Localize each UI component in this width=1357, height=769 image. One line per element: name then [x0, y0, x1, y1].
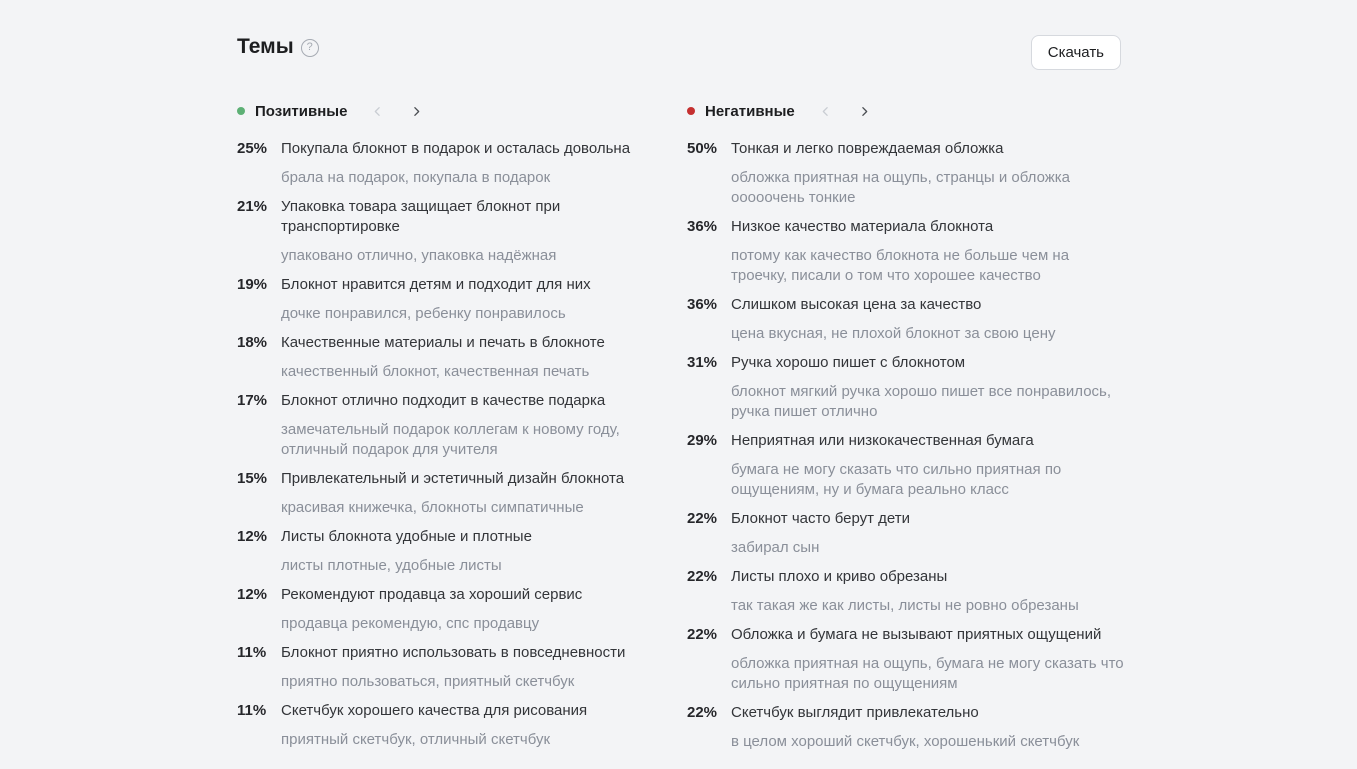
question-circle-icon[interactable]: ?: [301, 39, 319, 57]
topic-percent: 11%: [237, 644, 267, 661]
chevron-right-icon[interactable]: [852, 103, 877, 120]
topic-quote: качественный блокнот, качественная печать: [281, 363, 590, 380]
topic-title: Листы плохо и криво обрезаны: [731, 568, 948, 585]
topic-quote: обложка приятная на ощупь, странцы и обложка ооооочень тонкие: [731, 169, 1071, 206]
topic-quote: приятный скетчбук, отличный скетчбук: [281, 731, 551, 748]
topic-percent: 22%: [687, 568, 718, 585]
topic-percent: 31%: [687, 354, 718, 371]
topic-title: Неприятная или низкокачественная бумага: [731, 432, 1034, 449]
topic-percent: 25%: [237, 140, 268, 157]
topic-percent: 21%: [237, 198, 268, 215]
column-header: [687, 101, 1128, 121]
chevron-right-icon[interactable]: [404, 103, 429, 120]
sentiment-dot: [237, 107, 245, 115]
topic-title: Блокнот нравится детям и подходит для них: [281, 276, 591, 293]
topic-quote: приятно пользоваться, приятный скетчбук: [281, 673, 575, 690]
topic-item[interactable]: [687, 139, 1128, 217]
topic-quote: так такая же как листы, листы не ровно обрезаны: [731, 597, 1079, 614]
column-label: Негативные: [705, 102, 795, 120]
topic-title: Слишком высокая цена за качество: [731, 296, 982, 313]
chevron-left-icon[interactable]: [365, 103, 390, 120]
topic-item[interactable]: [237, 469, 678, 527]
topics-panel: [237, 34, 1124, 761]
topic-title: Качественные материалы и печать в блокноте: [281, 334, 605, 351]
topic-title: Ручка хорошо пишет с блокнотом: [731, 354, 966, 371]
topic-percent: 12%: [237, 528, 268, 545]
topic-item[interactable]: [687, 217, 1128, 295]
topic-percent: 36%: [687, 296, 718, 313]
topic-item[interactable]: [687, 625, 1128, 703]
topic-list: [687, 139, 1128, 761]
topic-item[interactable]: [237, 527, 678, 585]
topic-item[interactable]: [687, 567, 1128, 625]
topic-list: [237, 139, 678, 759]
topic-quote: потому как качество блокнота не больше чем на троечку, писали о том что хорошее качество: [731, 247, 1070, 284]
topic-quote: листы плотные, удобные листы: [281, 557, 502, 574]
topic-title: Скетчбук хорошего качества для рисования: [281, 702, 588, 719]
topic-title: Упаковка товара защищает блокнот при транспортировке: [281, 198, 561, 235]
topic-percent: 19%: [237, 276, 268, 293]
topic-item[interactable]: [237, 585, 678, 643]
topic-quote: в целом хороший скетчбук, хорошенький скетчбук: [731, 733, 1080, 750]
topic-quote: продавца рекомендую, спс продавцу: [281, 615, 540, 632]
topic-title: Скетчбук выглядит привлекательно: [731, 704, 979, 721]
topic-item[interactable]: [237, 275, 678, 333]
topic-title: Покупала блокнот в подарок и осталась довольна: [281, 140, 631, 157]
topic-percent: 22%: [687, 704, 718, 721]
topic-title: Блокнот часто берут дети: [731, 510, 911, 527]
topic-percent: 15%: [237, 470, 268, 487]
topic-percent: 11%: [237, 702, 267, 719]
topic-item[interactable]: [687, 509, 1128, 567]
topic-quote: брала на подарок, покупала в подарок: [281, 169, 551, 186]
topic-item[interactable]: [237, 333, 678, 391]
topic-quote: красивая книжечка, блокноты симпатичные: [281, 499, 584, 516]
topic-quote: замечательный подарок коллегам к новому году, отличный подарок для учителя: [281, 421, 620, 458]
topic-quote: цена вкусная, не плохой блокнот за свою цену: [731, 325, 1056, 342]
topic-item[interactable]: [237, 391, 678, 469]
page-title: Темы: [237, 35, 294, 58]
download-button[interactable]: Скачать: [1031, 35, 1121, 70]
topic-percent: 18%: [237, 334, 268, 351]
topic-quote: дочке понравился, ребенку понравилось: [281, 305, 566, 322]
topic-percent: 17%: [237, 392, 268, 409]
topic-item[interactable]: [687, 353, 1128, 431]
topic-title: Листы блокнота удобные и плотные: [281, 528, 532, 545]
topic-quote: забирал сын: [731, 539, 820, 556]
topic-item[interactable]: [237, 197, 678, 275]
column-label: Позитивные: [255, 102, 348, 120]
topic-percent: 36%: [687, 218, 718, 235]
topic-title: Обложка и бумага не вызывают приятных ощущений: [731, 626, 1102, 643]
topic-title: Тонкая и легко повреждаемая обложка: [731, 140, 1004, 157]
topic-quote: бумага не могу сказать что сильно приятная по ощущениям, ну и бумага реально класс: [731, 461, 1062, 498]
topic-item[interactable]: [687, 431, 1128, 509]
topic-title: Привлекательный и эстетичный дизайн блокнота: [281, 470, 625, 487]
topic-item[interactable]: [237, 139, 678, 197]
topic-title: Блокнот отлично подходит в качестве подарка: [281, 392, 606, 409]
topic-quote: обложка приятная на ощупь, бумага не могу сказать что сильно приятная по ощущениям: [731, 655, 1124, 692]
topic-percent: 22%: [687, 510, 718, 527]
topic-item[interactable]: [237, 701, 678, 759]
column-header: [237, 101, 678, 121]
sentiment-dot: [687, 107, 695, 115]
topic-percent: 22%: [687, 626, 718, 643]
topic-quote: блокнот мягкий ручка хорошо пишет все понравилось, ручка пишет отлично: [731, 383, 1112, 420]
topics-columns: [237, 101, 1124, 761]
panel-header: [237, 34, 1121, 70]
chevron-left-icon[interactable]: [813, 103, 838, 120]
topics-column-positive: [237, 101, 678, 761]
topic-title: Низкое качество материала блокнота: [731, 218, 994, 235]
topic-item[interactable]: [687, 703, 1128, 761]
topic-item[interactable]: [237, 643, 678, 701]
topic-percent: 29%: [687, 432, 718, 449]
topic-quote: упаковано отлично, упаковка надёжная: [281, 247, 557, 264]
topic-title: Блокнот приятно использовать в повседневности: [281, 644, 626, 661]
topic-percent: 12%: [237, 586, 268, 603]
topic-title: Рекомендуют продавца за хороший сервис: [281, 586, 583, 603]
topic-percent: 50%: [687, 140, 718, 157]
topics-column-negative: [687, 101, 1128, 761]
topic-item[interactable]: [687, 295, 1128, 353]
